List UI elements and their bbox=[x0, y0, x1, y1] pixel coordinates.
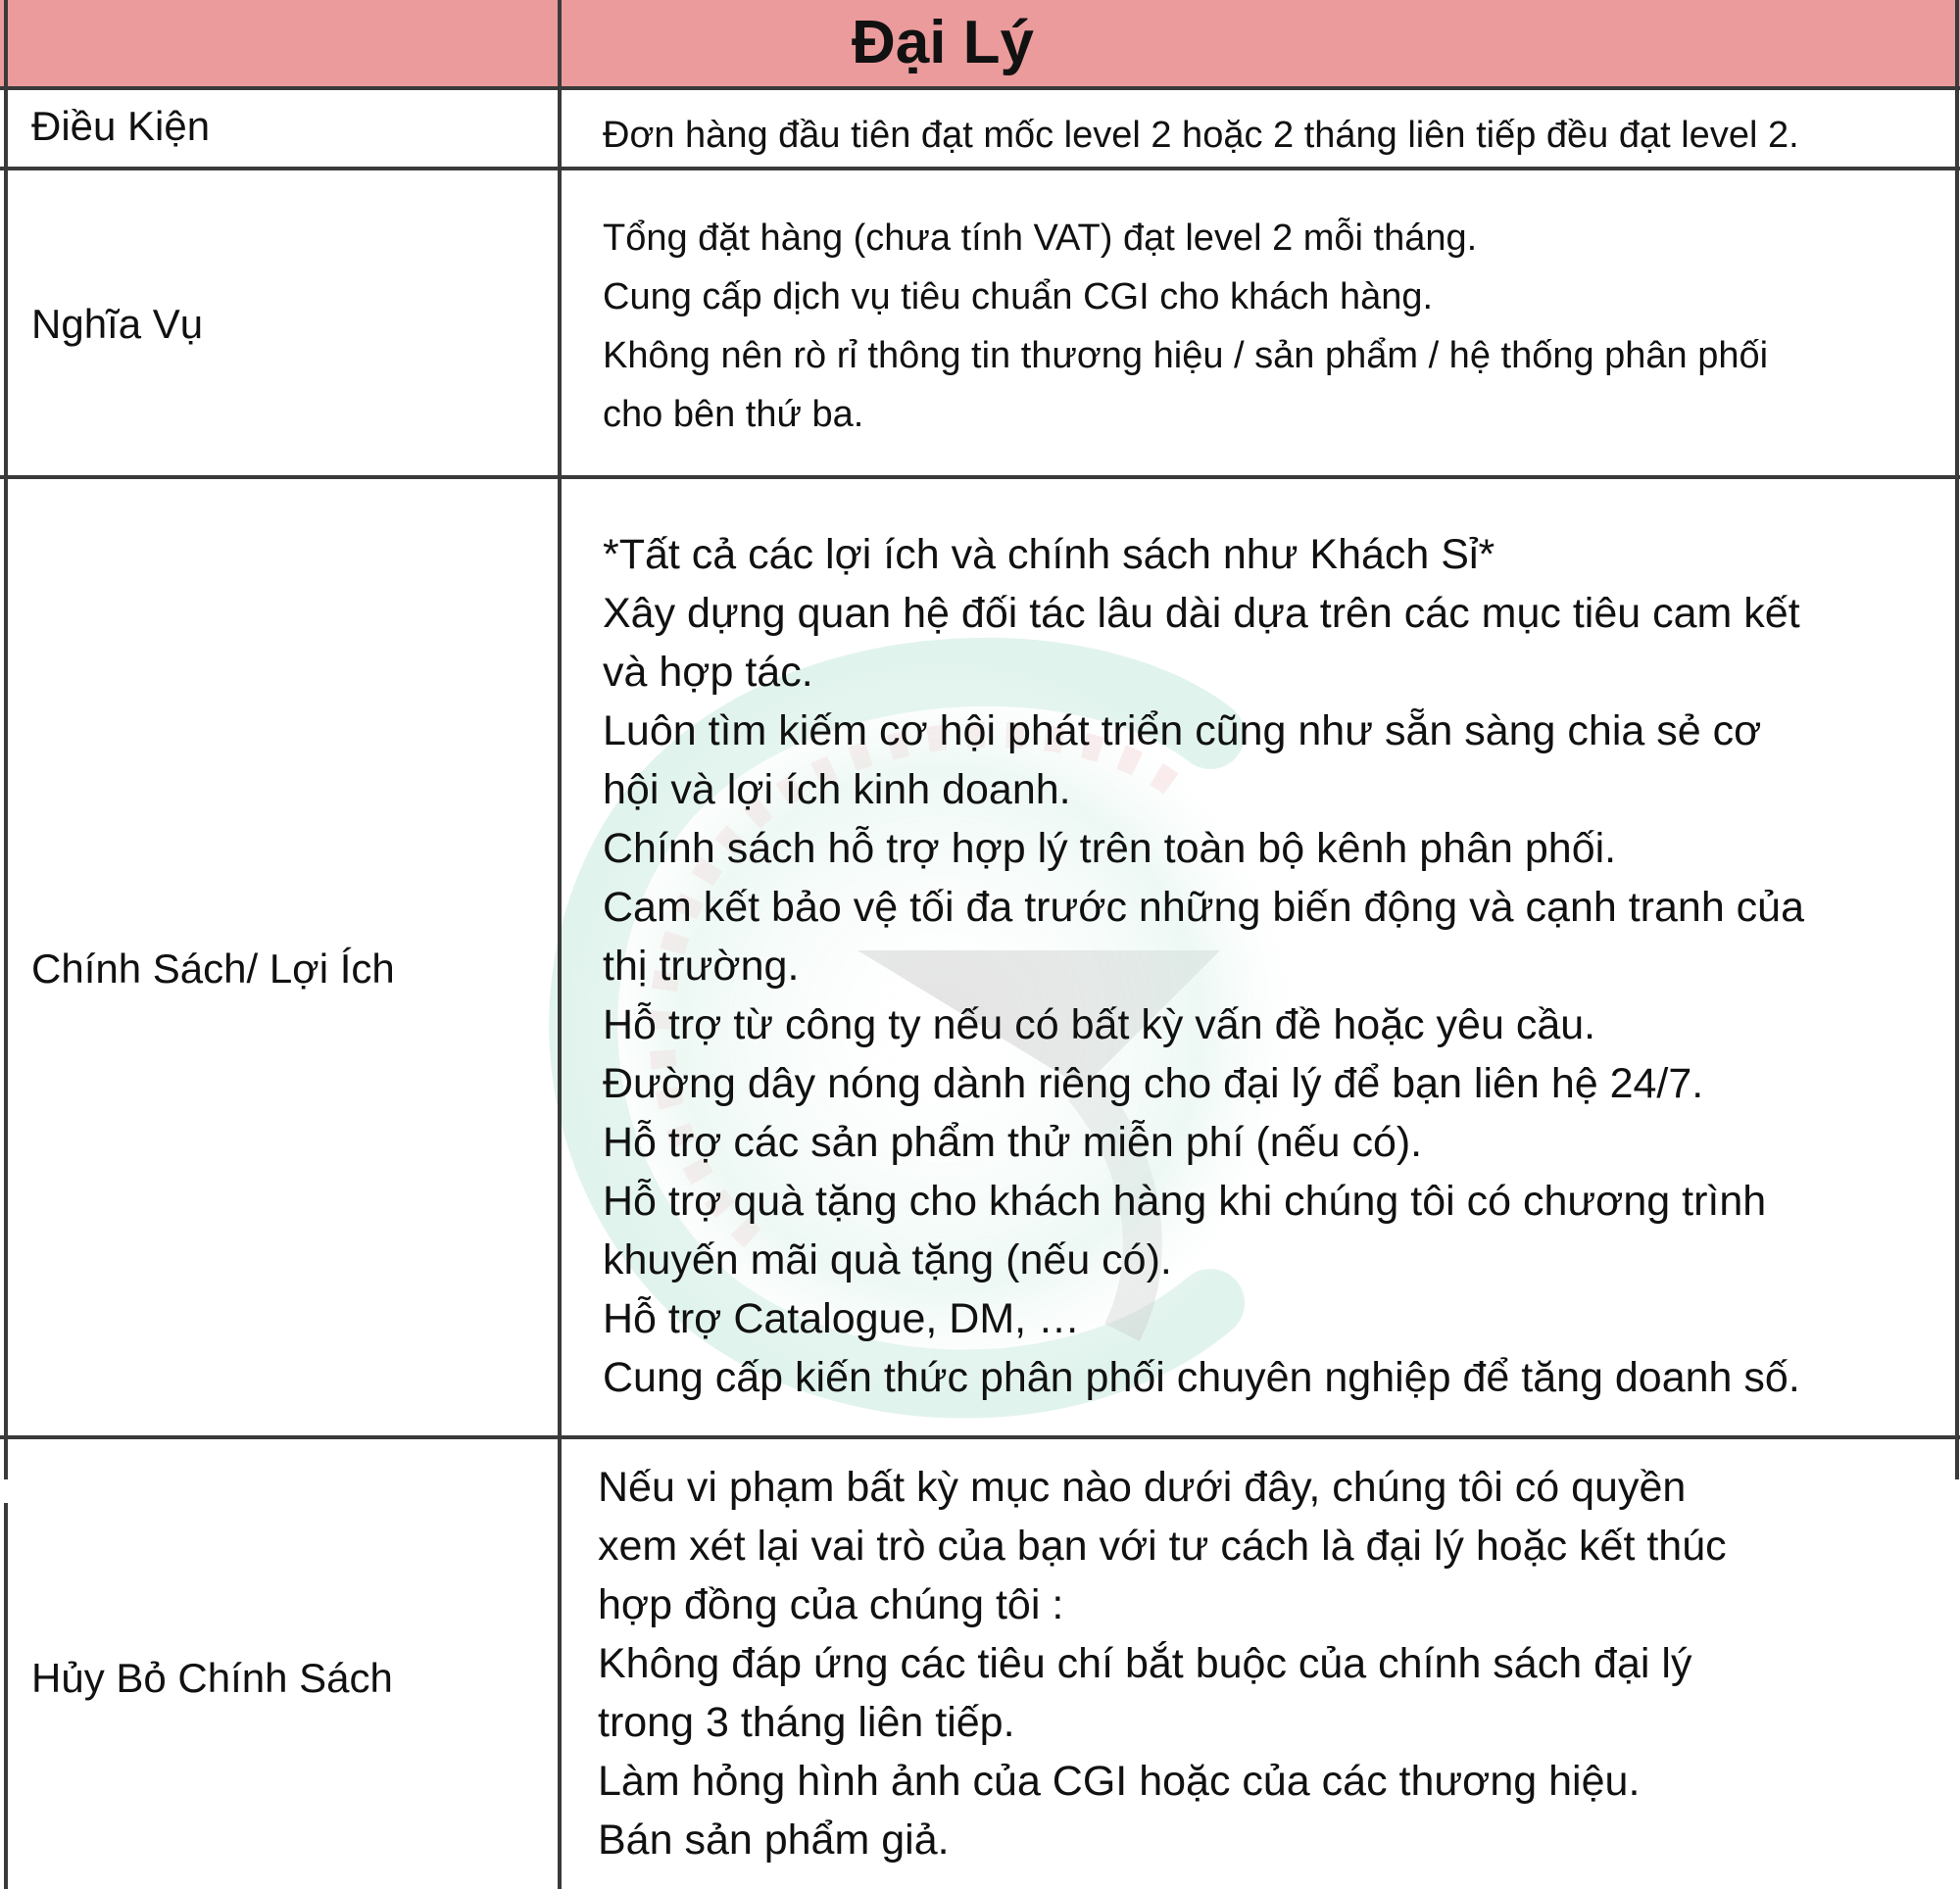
row-content-cancellation bbox=[598, 1458, 1727, 1869]
content-line: cho bên thứ ba. bbox=[603, 394, 864, 435]
border-left-lower bbox=[4, 1503, 8, 1889]
border-row-3 bbox=[0, 1435, 1960, 1439]
border-row-1 bbox=[0, 167, 1960, 170]
content-line: và hợp tác. bbox=[603, 649, 813, 696]
border-left bbox=[4, 0, 8, 1479]
row-label-obligations: Nghĩa Vụ bbox=[31, 301, 204, 347]
content-line: Làm hỏng hình ảnh của CGI hoặc của các thương hiệu. bbox=[598, 1758, 1641, 1805]
content-line: Hỗ trợ từ công ty nếu có bất kỳ vấn đề hoặc yêu cầu. bbox=[603, 1001, 1596, 1048]
content-line: Không đáp ứng các tiêu chí bắt buộc của chính sách đại lý bbox=[598, 1640, 1692, 1687]
content-line: Nếu vi phạm bất kỳ mục nào dưới đây, chúng tôi có quyền bbox=[598, 1464, 1687, 1511]
content-line: thị trường. bbox=[603, 943, 800, 990]
content-line: Bán sản phẩm giả. bbox=[598, 1816, 950, 1864]
row-label-conditions: Điều Kiện bbox=[31, 103, 211, 149]
content-line: Chính sách hỗ trợ hợp lý trên toàn bộ kênh phân phối. bbox=[603, 825, 1617, 872]
content-line: xem xét lại vai trò của bạn với tư cách là đại lý hoặc kết thúc bbox=[598, 1523, 1727, 1570]
content-line: Đơn hàng đầu tiên đạt mốc level 2 hoặc 2 tháng liên tiếp đều đạt level 2. bbox=[603, 115, 1799, 156]
content-line: Đường dây nóng dành riêng cho đại lý để bạn liên hệ 24/7. bbox=[603, 1060, 1704, 1107]
row-content-benefits bbox=[603, 525, 1804, 1407]
content-line: Cung cấp kiến thức phân phối chuyên nghiệp để tăng doanh số. bbox=[603, 1354, 1800, 1401]
content-line: Luôn tìm kiếm cơ hội phát triển cũng như sẵn sàng chia sẻ cơ bbox=[603, 707, 1762, 754]
row-content-obligations bbox=[603, 209, 1768, 444]
content-line: khuyến mãi quà tặng (nếu có). bbox=[603, 1236, 1172, 1284]
page-title: Đại Lý bbox=[851, 9, 1035, 76]
content-line: Cam kết bảo vệ tối đa trước những biến động và cạnh tranh của bbox=[603, 884, 1805, 931]
content-line: trong 3 tháng liên tiếp. bbox=[598, 1699, 1015, 1746]
border-right bbox=[1955, 0, 1959, 1479]
row-label-benefits: Chính Sách/ Lợi Ích bbox=[31, 945, 395, 992]
border-row-2 bbox=[0, 475, 1960, 479]
content-line: Cung cấp dịch vụ tiêu chuẩn CGI cho khách hàng. bbox=[603, 276, 1434, 317]
content-line: Hỗ trợ các sản phẩm thử miễn phí (nếu có). bbox=[603, 1119, 1423, 1166]
row-label-cancellation: Hủy Bỏ Chính Sách bbox=[31, 1655, 393, 1701]
content-line: Hỗ trợ Catalogue, DM, … bbox=[603, 1295, 1081, 1342]
row-content-conditions bbox=[603, 111, 1799, 160]
content-line: hợp đồng của chúng tôi : bbox=[598, 1581, 1064, 1628]
content-line: hội và lợi ích kinh doanh. bbox=[603, 766, 1071, 813]
content-line: Hỗ trợ quà tặng cho khách hàng khi chúng tôi có chương trình bbox=[603, 1178, 1767, 1225]
content-line: *Tất cả các lợi ích và chính sách như Khách Sỉ* bbox=[603, 531, 1495, 578]
border-middle bbox=[558, 0, 562, 1889]
content-line: Không nên rò rỉ thông tin thương hiệu / sản phẩm / hệ thống phân phối bbox=[603, 335, 1769, 376]
content-line: Xây dựng quan hệ đối tác lâu dài dựa trên các mục tiêu cam kết bbox=[603, 590, 1800, 637]
border-below-header bbox=[0, 86, 1960, 90]
content-line: Tổng đặt hàng (chưa tính VAT) đạt level 2 mỗi tháng. bbox=[603, 218, 1478, 259]
